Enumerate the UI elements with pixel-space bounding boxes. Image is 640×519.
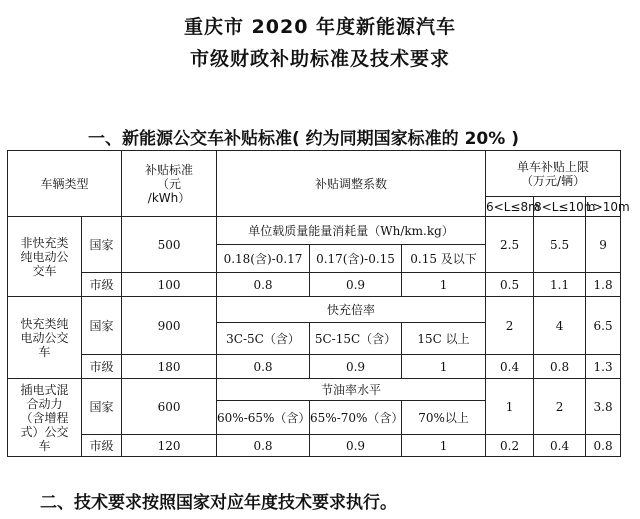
group1-national-cap3: 9 — [586, 217, 621, 273]
group3-national-cap3: 3.8 — [586, 379, 621, 435]
group3-city-cap1: 0.2 — [486, 435, 534, 457]
group2-city-cap2: 0.8 — [534, 355, 586, 379]
group2-city-label: 市级 — [82, 355, 122, 379]
group1-national-label: 国家 — [82, 217, 122, 273]
header-subsidy-std-line2: （元 — [157, 176, 182, 191]
group1-city-label: 市级 — [82, 273, 122, 297]
group3-name-line5: 车 — [38, 438, 51, 453]
document-title-line1: 重庆市 2020 年度新能源汽车 — [183, 16, 457, 38]
group1-range1: 0.18(含)-0.17 — [217, 245, 310, 273]
group2-name-line1: 快充类纯 — [20, 316, 69, 331]
header-vehicle-type: 车辆类型 — [8, 151, 122, 217]
group1-name-line1: 非快充类 — [20, 235, 69, 250]
group1-city-cap3: 1.8 — [586, 273, 621, 297]
group3-name-line3: （含增程 — [20, 410, 69, 425]
group2-city-std: 180 — [122, 355, 217, 379]
header-max-per-vehicle — [486, 151, 621, 197]
section2-heading: 二、技术要求按照国家对应年度技术要求执行。 — [40, 493, 397, 513]
group2-national-cap2: 4 — [534, 297, 586, 355]
group1-metric: 单位载质量能量消耗量（Wh/km.kg） — [217, 217, 486, 245]
group3-name-line2: 合动力 — [26, 396, 63, 411]
group1-city-cap1: 0.5 — [486, 273, 534, 297]
group2-range2: 5C-15C（含） — [310, 323, 402, 355]
subsidy-table — [7, 150, 630, 457]
header-length-10-plus: L>10m — [586, 197, 621, 217]
group3-range3: 70%以上 — [402, 401, 486, 435]
header-max-line1: 单车补贴上限 — [517, 159, 590, 174]
group3-vehicle-name — [8, 379, 82, 457]
group1-city-cap2: 1.1 — [534, 273, 586, 297]
group2-city-coef2: 0.9 — [310, 355, 402, 379]
group2-city-coef1: 0.8 — [217, 355, 310, 379]
group2-city-cap1: 0.4 — [486, 355, 534, 379]
group2-city-cap3: 1.3 — [586, 355, 621, 379]
group2-national-cap3: 6.5 — [586, 297, 621, 355]
group3-city-coef1: 0.8 — [217, 435, 310, 457]
group1-vehicle-name — [8, 217, 82, 297]
group2-national-label: 国家 — [82, 297, 122, 355]
group1-name-line3: 交车 — [32, 263, 57, 278]
group3-national-label: 国家 — [82, 379, 122, 435]
group2-vehicle-name — [8, 297, 82, 379]
header-adjust-coef: 补贴调整系数 — [217, 151, 486, 217]
header-length-6-8: 6<L≤8m — [486, 197, 534, 217]
group3-city-coef3: 1 — [402, 435, 486, 457]
group1-city-coef3: 1 — [402, 273, 486, 297]
header-subsidy-std-line1: 补贴标准 — [145, 162, 194, 177]
group3-city-cap2: 0.4 — [534, 435, 586, 457]
group1-national-std: 500 — [122, 217, 217, 273]
section1-heading: 一、新能源公交车补贴标准( 约为同期国家标准的 20% ) — [88, 129, 519, 149]
group3-national-cap1: 1 — [486, 379, 534, 435]
group3-name-line4: 式）公交 — [20, 424, 69, 439]
group1-city-coef2: 0.9 — [310, 273, 402, 297]
group1-national-cap2: 5.5 — [534, 217, 586, 273]
group2-name-line3: 车 — [38, 344, 51, 359]
group3-city-cap3: 0.8 — [586, 435, 621, 457]
group3-metric: 节油率水平 — [217, 379, 486, 401]
group1-range2: 0.17(含)-0.15 — [310, 245, 402, 273]
group2-city-coef3: 1 — [402, 355, 486, 379]
group3-name-line1: 插电式混 — [20, 382, 69, 397]
group3-city-coef2: 0.9 — [310, 435, 402, 457]
group1-national-cap1: 2.5 — [486, 217, 534, 273]
group3-range1: 60%-65%（含） — [217, 401, 310, 435]
group2-national-cap1: 2 — [486, 297, 534, 355]
group3-national-std: 600 — [122, 379, 217, 435]
group3-range2: 65%-70%（含） — [310, 401, 402, 435]
group2-range1: 3C-5C（含） — [217, 323, 310, 355]
document-title-line2: 市级财政补助标准及技术要求 — [189, 48, 450, 70]
group1-range3: 0.15 及以下 — [402, 245, 486, 273]
group2-national-std: 900 — [122, 297, 217, 355]
group2-name-line2: 电动公交 — [20, 330, 69, 345]
group3-city-std: 120 — [122, 435, 217, 457]
header-subsidy-std-line3: /kWh） — [147, 190, 191, 205]
group3-national-cap2: 2 — [534, 379, 586, 435]
group1-city-std: 100 — [122, 273, 217, 297]
group1-name-line2: 纯电动公 — [20, 249, 69, 264]
header-subsidy-std — [122, 151, 217, 217]
group2-metric: 快充倍率 — [217, 297, 486, 323]
header-max-line2: （万元/辆） — [521, 173, 586, 188]
group2-range3: 15C 以上 — [402, 323, 486, 355]
group1-city-coef1: 0.8 — [217, 273, 310, 297]
header-length-8-10: 8<L≤10m — [534, 197, 586, 217]
group3-city-label: 市级 — [82, 435, 122, 457]
